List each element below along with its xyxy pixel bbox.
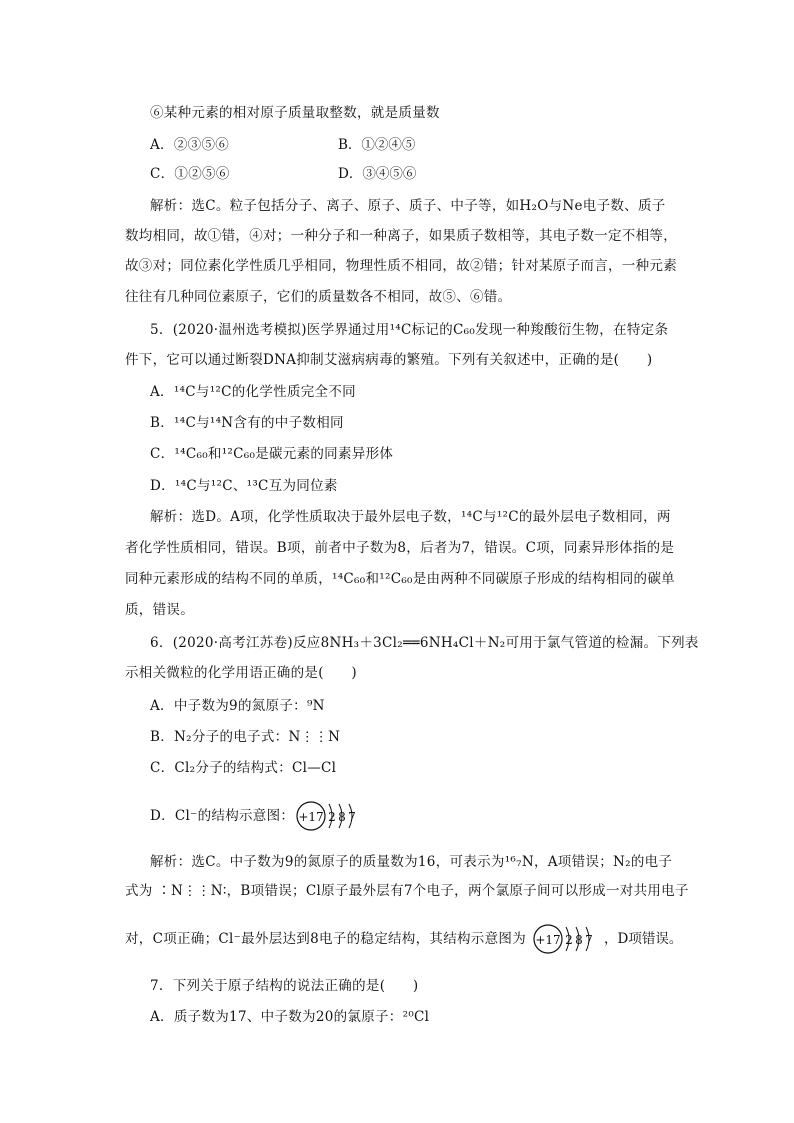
shell-2-count: 8	[338, 810, 346, 824]
q6-option-b: B．N₂分子的电子式：N⋮⋮N	[150, 729, 341, 745]
q5-explanation-2: 者化学性质相同，错误。B项，前者中子数为8，后者为7，错误。C项，同素异形体指的是	[125, 540, 675, 556]
shell-2-count: 8	[575, 933, 583, 947]
q6-explanation-1: 解析：选C。中子数为9的氮原子的质量数为16，可表示为¹⁶₇N，A项错误；N₂的电子	[150, 854, 673, 870]
q6-explanation-3b: ，D项错误。	[604, 931, 683, 947]
q5-option-c: C．¹⁴C₆₀和¹²C₆₀是碳元素的同素异形体	[150, 446, 394, 462]
q6-option-a: A．中子数为9的氮原子：⁹N	[150, 698, 325, 714]
q6-explanation-2: 式为 ∶N⋮⋮N∶，B项错误；Cl原子最外层有7个电子，两个氯原子间可以形成一对共用电子	[125, 883, 689, 899]
q5-stem-1: 5．(2020·温州选考模拟)医学界通过用¹⁴C标记的C₆₀发现一种羧酸衍生物，在特定条	[150, 322, 669, 338]
q4-option-d: D．③④⑤⑥	[338, 166, 417, 182]
shell-3-count: 7	[585, 933, 593, 947]
q6-stem-2: 示相关微粒的化学用语正确的是( )	[125, 665, 357, 681]
q5-explanation-3: 同种元素形成的结构不同的单质，¹⁴C₆₀和¹²C₆₀是由两种不同碳原子形成的结构相同的碳单	[125, 571, 675, 587]
q4-explanation-3: 故③对；同位素化学性质几乎相同，物理性质不相同，故②错；针对某原子而言，一种元素	[125, 258, 677, 274]
q4-statement-6: ⑥某种元素的相对原子质量取整数，就是质量数	[150, 105, 440, 121]
q4-explanation-1: 解析：选C。粒子包括分子、离子、原子、质子、中子等，如H₂O与Ne电子数、质子	[150, 198, 666, 214]
shell-1-count: 2	[565, 933, 573, 947]
q4-option-b: B．①②④⑤	[338, 137, 416, 153]
q6-explanation-3a: 对，C项正确；Cl⁻最外层达到8电子的稳定结构，其结构示意图为	[125, 931, 526, 947]
q5-stem-2: 件下，它可以通过断裂DNA抑制艾滋病病毒的繁殖。下列有关叙述中，正确的是( )	[125, 352, 653, 368]
q5-explanation-1: 解析：选D。A项，化学性质取决于最外层电子数，¹⁴C与¹²C的最外层电子数相同，两	[150, 509, 671, 525]
shell-3-count: 7	[348, 810, 356, 824]
q7-option-a: A．质子数为17、中子数为20的氯原子：²⁰Cl	[150, 1009, 430, 1025]
cl-ion-structure-diagram	[293, 796, 365, 840]
q7-stem: 7．下列关于原子结构的说法正确的是( )	[150, 978, 419, 994]
q4-option-a: A．②③⑤⑥	[150, 137, 230, 153]
nucleus-label: +17	[298, 810, 324, 824]
shell-1-count: 2	[328, 810, 336, 824]
q4-explanation-2: 数均相同，故①错，④对；一种分子和一种离子，如果质子数相等，其电子数一定不相等，	[125, 228, 677, 244]
q5-option-b: B．¹⁴C与¹⁴N含有的中子数相同	[150, 415, 344, 431]
cl-ion-structure-diagram-2	[530, 919, 602, 963]
q4-explanation-4: 往往有几种同位素原子，它们的质量数各不相同，故⑤、⑥错。	[125, 289, 512, 305]
q4-option-c: C．①②⑤⑥	[150, 166, 230, 182]
q6-option-d: D．Cl⁻的结构示意图：	[150, 808, 295, 824]
q5-explanation-4: 质，错误。	[125, 602, 194, 618]
q6-option-c: C．Cl₂分子的结构式：Cl—Cl	[150, 760, 337, 776]
q5-option-a: A．¹⁴C与¹²C的化学性质完全不同	[150, 384, 356, 400]
q6-stem-1: 6．(2020·高考江苏卷)反应8NH₃＋3Cl₂══6NH₄Cl＋N₂可用于氯气管道的检漏。下列表	[150, 635, 699, 651]
nucleus-label: +17	[535, 933, 561, 947]
q5-option-d: D．¹⁴C与¹²C、¹³C互为同位素	[150, 478, 338, 494]
